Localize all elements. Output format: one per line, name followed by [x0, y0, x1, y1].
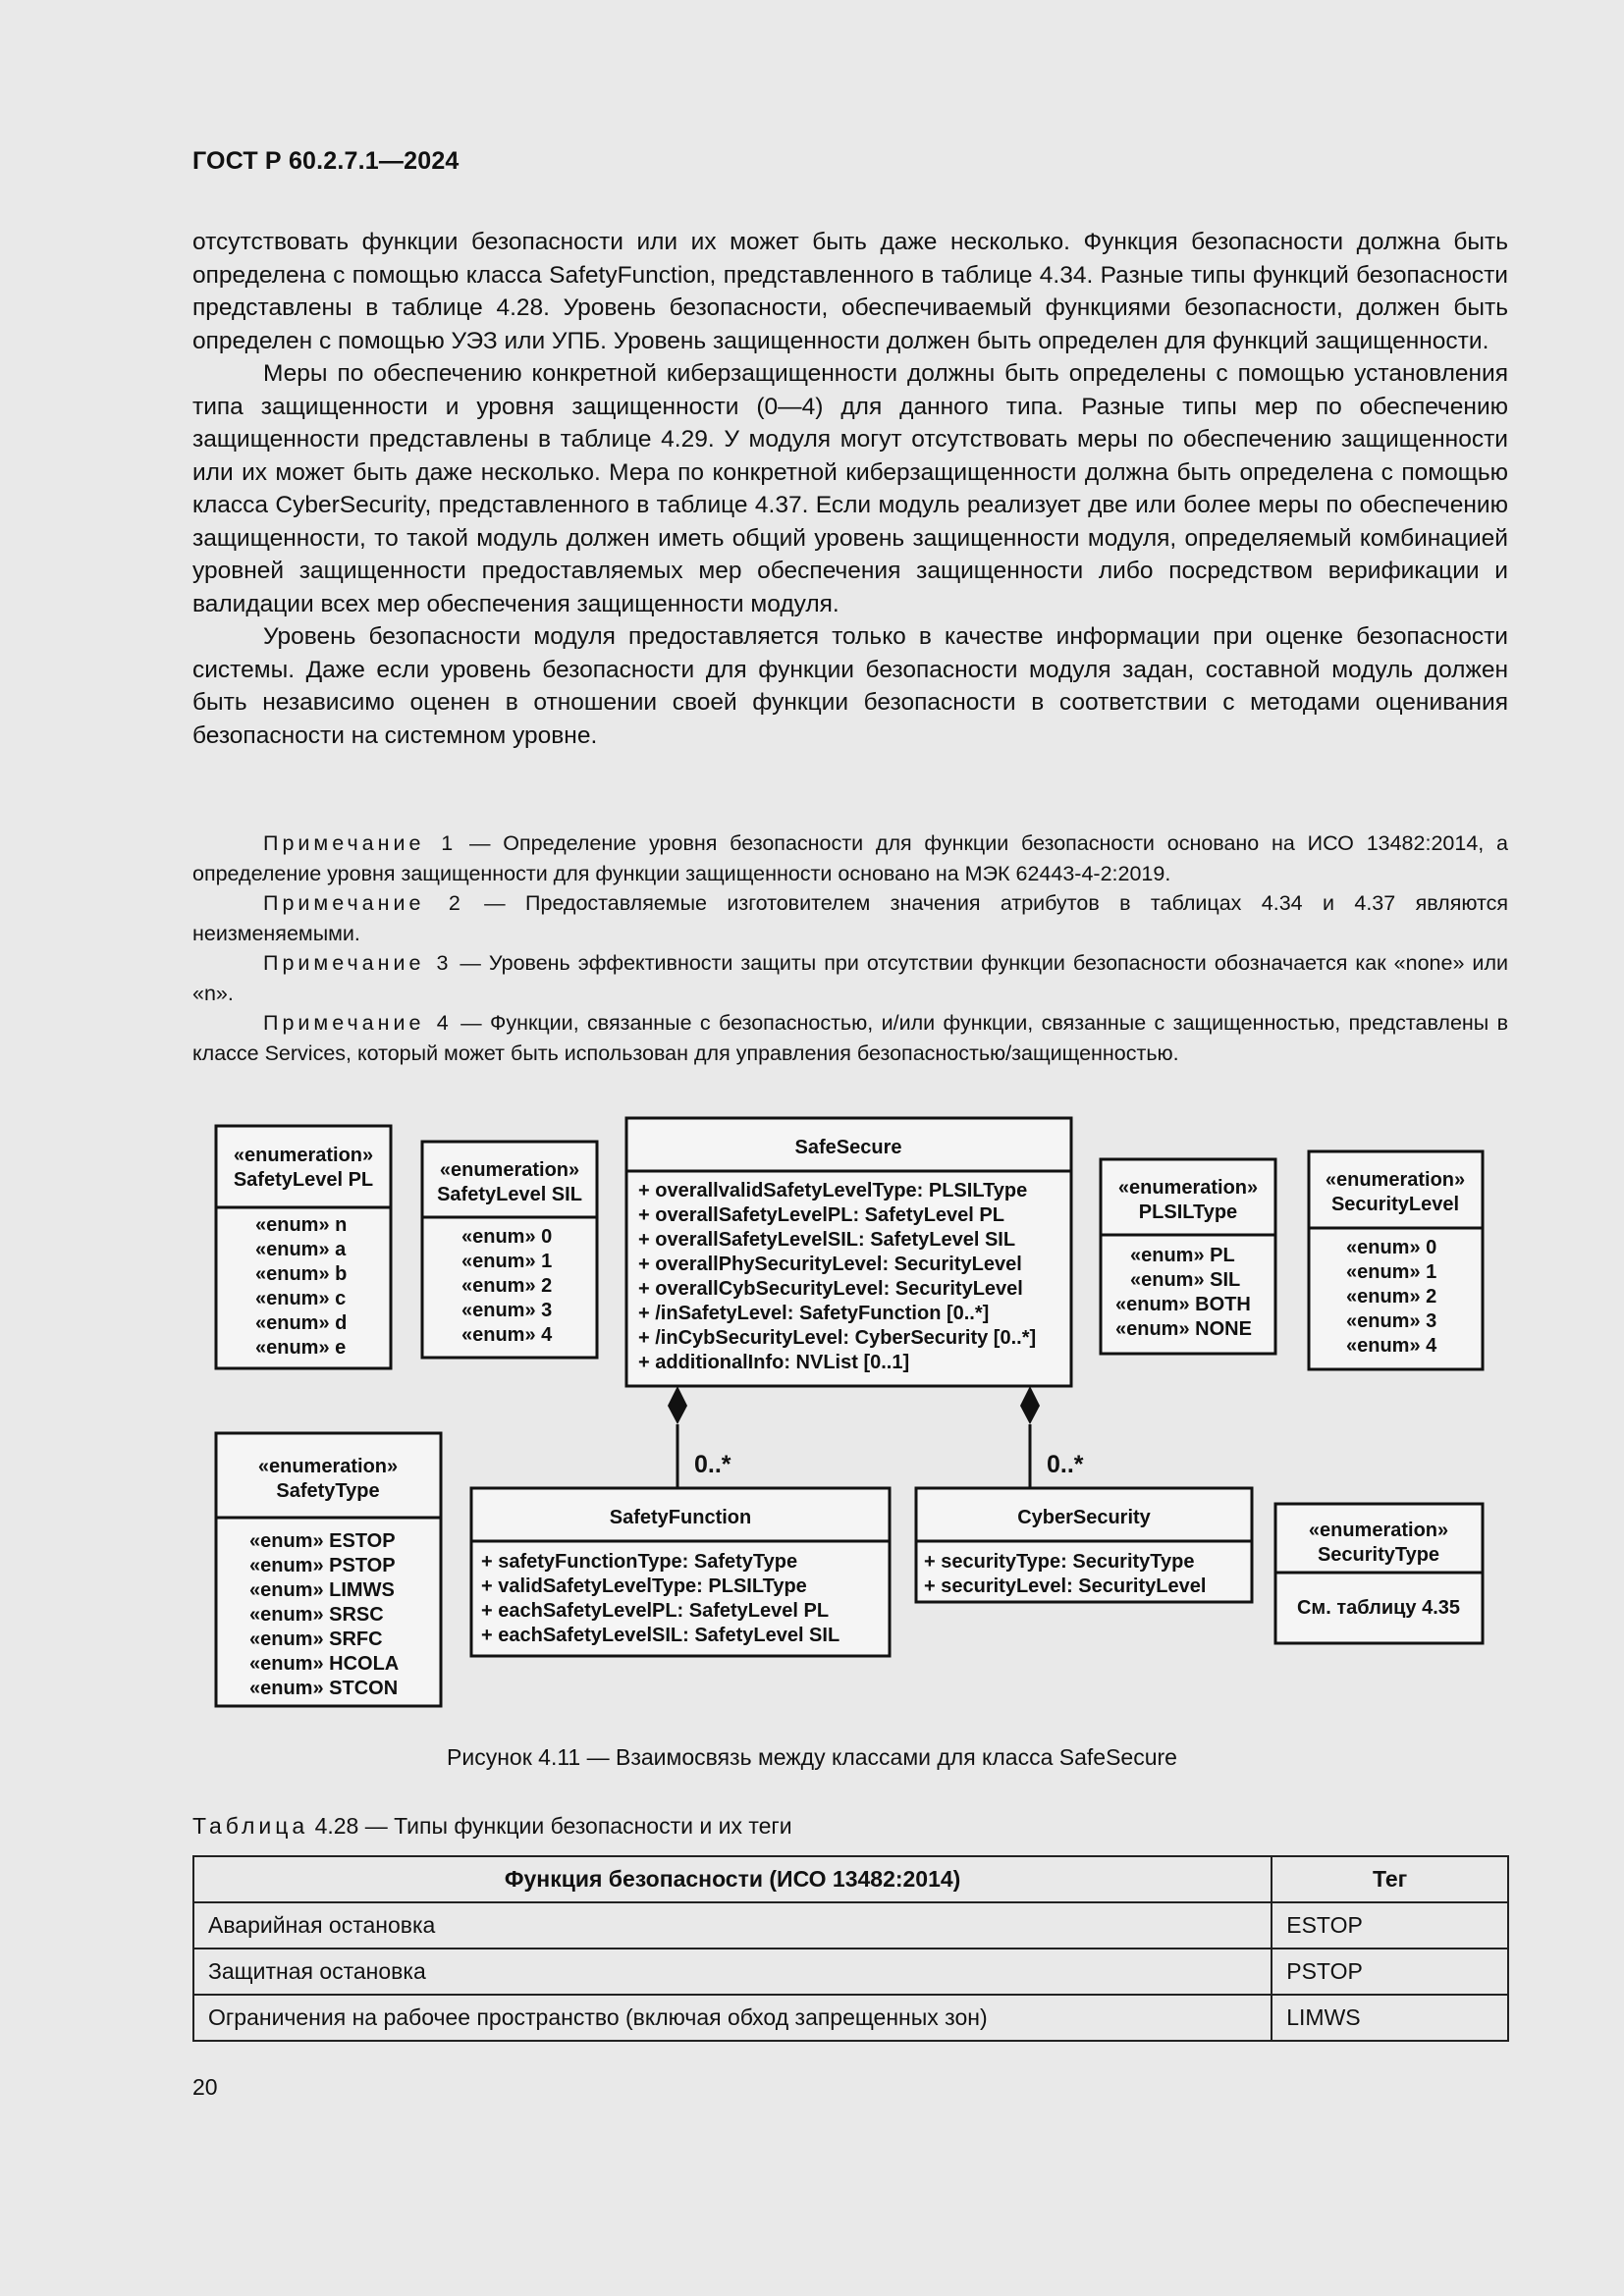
class-attribute: + safetyFunctionType: SafetyType — [481, 1551, 798, 1573]
enum-items — [1346, 1237, 1437, 1357]
class-attribute: + overallvalidSafetyLevelType: PLSILType — [638, 1180, 1028, 1201]
enum-item: «enum» 3 — [461, 1300, 553, 1321]
class-name: SecurityType — [1317, 1544, 1440, 1566]
class-stereotype: «enumeration» — [1308, 1520, 1449, 1541]
enum-item: «enum» c — [255, 1288, 347, 1309]
table-row — [193, 1949, 1508, 1995]
class-name: SafetyFunction — [609, 1507, 752, 1528]
note-label: Примечание 1 — [263, 831, 458, 855]
column-header: Функция безопасности (ИСО 13482:2014) — [193, 1856, 1272, 1902]
class-name: SafetyLevel PL — [233, 1169, 374, 1191]
class-attribute: + overallCybSecurityLevel: SecurityLevel — [638, 1278, 1023, 1300]
table-header-row — [193, 1856, 1508, 1902]
class-stereotype: «enumeration» — [439, 1159, 580, 1181]
class-name: SafetyLevel SIL — [437, 1184, 582, 1205]
enum-item: См. таблицу 4.35 — [1296, 1597, 1461, 1619]
class-stereotype: «enumeration» — [233, 1145, 374, 1166]
note-label: Примечание 4 — [263, 1011, 453, 1035]
standard-header: ГОСТ Р 60.2.7.1—2024 — [192, 147, 460, 175]
class-attribute: + overallSafetyLevelSIL: SafetyLevel SIL — [638, 1229, 1016, 1251]
composition-diamond — [668, 1386, 687, 1424]
class-attribute: + /inSafetyLevel: SafetyFunction [0..*] — [638, 1303, 990, 1324]
column-header: Тег — [1272, 1856, 1508, 1902]
enum-item: «enum» HCOLA — [249, 1653, 400, 1675]
enum-item: «enum» 4 — [1346, 1335, 1437, 1357]
enum-item: «enum» a — [255, 1239, 347, 1260]
enum-items — [249, 1530, 399, 1699]
enum-item: «enum» e — [255, 1337, 347, 1359]
page-number: 20 — [192, 2074, 218, 2100]
class-name: SafetyType — [276, 1480, 380, 1502]
paragraph: Меры по обеспечению конкретной киберзащищенности должны быть определены с помощью установления типа защищенности и уровня защищенности (0—4) для данного типа. Разные типы мер по обеспечению защищенности представлены в таблице 4.29. У модуля могут отсутствовать меры по обеспечению защищенности или их может быть даже несколько. Мера по конкретной киберзащищенности должна быть определена с помощью класса CyberSecurity, представленного в таблице 4.37. Если модуль реализует две или более меры по обеспечению защищенности, то такой модуль должен иметь общий уровень защищенности модуля, определяемый комбинацией уровней защищенности предоставляемых мер обеспечения защищенности либо посредством верификации и валидации всех мер обеспечения защищенности модуля. — [192, 360, 1508, 617]
enum-item: «enum» 1 — [1346, 1261, 1437, 1283]
enum-item: «enum» BOTH — [1115, 1294, 1251, 1315]
note-label: Примечание 2 — [263, 891, 464, 915]
multiplicity-label: 0..* — [1047, 1451, 1084, 1478]
table-row — [193, 1902, 1508, 1949]
table-title — [192, 1813, 792, 1840]
enum-item: «enum» n — [255, 1214, 348, 1236]
enum-item: «enum» PSTOP — [249, 1555, 396, 1576]
enum-item: «enum» 2 — [1346, 1286, 1437, 1308]
class-stereotype: «enumeration» — [1117, 1177, 1259, 1199]
class-attribute: + /inCybSecurityLevel: CyberSecurity [0..*] — [638, 1327, 1037, 1349]
enum-item: «enum» LIMWS — [249, 1579, 395, 1601]
enum-item: «enum» SRSC — [249, 1604, 384, 1626]
class-attribute: + eachSafetyLevelSIL: SafetyLevel SIL — [481, 1625, 840, 1646]
composition-diamond — [1020, 1386, 1040, 1424]
class-attribute: + validSafetyLevelType: PLSILType — [481, 1575, 807, 1597]
table-label: Таблица — [192, 1813, 309, 1839]
class-attribute: + securityType: SecurityType — [924, 1551, 1195, 1573]
table-cell: Защитная остановка — [193, 1949, 1272, 1995]
class-stereotype: «enumeration» — [257, 1456, 399, 1477]
table-cell: LIMWS — [1272, 1995, 1508, 2041]
note-text: — Предоставляемые изготовителем значения атрибутов в таблицах 4.34 и 4.37 являются неизменяемыми. — [192, 891, 1509, 945]
enum-item: «enum» d — [255, 1312, 348, 1334]
enum-item: «enum» SRFC — [249, 1629, 383, 1650]
class-attribute: + securityLevel: SecurityLevel — [924, 1575, 1207, 1597]
class-attribute: + overallSafetyLevelPL: SafetyLevel PL — [638, 1204, 1004, 1226]
class-attribute: + overallPhySecurityLevel: SecurityLevel — [638, 1254, 1022, 1275]
enum-item: «enum» STCON — [249, 1678, 399, 1699]
table-cell: Аварийная остановка — [193, 1902, 1272, 1949]
class-name: SafeSecure — [794, 1137, 902, 1158]
note-text: — Функции, связанные с безопасностью, и/или функции, связанные с защищенностью, представлены в классе Services, который может быть использован для управления безопасностью/защищенностью. — [192, 1011, 1509, 1065]
note-label: Примечание 3 — [263, 951, 453, 975]
figure-caption: Рисунок 4.11 — Взаимосвязь между классами для класса SafeSecure — [447, 1744, 1177, 1770]
enum-item: «enum» 1 — [461, 1251, 553, 1272]
note-text: — Уровень эффективности защиты при отсутствии функции безопасности обозначается как «none» или «n». — [192, 951, 1508, 1005]
table-cell: Ограничения на рабочее пространство (включая обход запрещенных зон) — [193, 1995, 1272, 2041]
class-stereotype: «enumeration» — [1325, 1169, 1466, 1191]
safety-function-table — [192, 1855, 1509, 2042]
enum-item: «enum» PL — [1130, 1245, 1235, 1266]
table-cell: PSTOP — [1272, 1949, 1508, 1995]
class-name: SecurityLevel — [1330, 1194, 1460, 1215]
table-title-text: 4.28 — Типы функции безопасности и их теги — [308, 1813, 792, 1839]
paragraph: Уровень безопасности модуля предоставляется только в качестве информации при оценке безопасности системы. Даже если уровень безопасности для функции безопасности модуля задан, составной модуль должен быть независимо оценен в отношении своей функции безопасности в соответствии с методами оценивания безопасности на системном уровне. — [192, 623, 1508, 749]
enum-items — [461, 1226, 553, 1346]
enum-item: «enum» NONE — [1115, 1318, 1252, 1340]
enum-item: «enum» ESTOP — [249, 1530, 396, 1552]
enum-item: «enum» 2 — [461, 1275, 553, 1297]
enum-item: «enum» SIL — [1130, 1269, 1241, 1291]
multiplicity-label: 0..* — [694, 1451, 731, 1478]
enum-item: «enum» 3 — [1346, 1310, 1437, 1332]
table-row — [193, 1995, 1508, 2041]
class-attribute: + additionalInfo: NVList [0..1] — [638, 1352, 910, 1373]
class-name: PLSILType — [1138, 1201, 1238, 1223]
class-name: CyberSecurity — [1017, 1507, 1151, 1528]
enum-item: «enum» b — [255, 1263, 348, 1285]
paragraph: отсутствовать функции безопасности или их может быть даже несколько. Функция безопасности должна быть определена с помощью класса SafetyFunction, представленного в таблице 4.34. Разные типы функций безопасности представлены в таблице 4.28. Уровень безопасности, обеспечиваемый функциями безопасности, должен быть определен с помощью УЭЗ или УПБ. Уровень защищенности должен быть определен для функций защищенности. — [192, 229, 1508, 354]
note-text: — Определение уровня безопасности для функции безопасности основано на ИСО 13482:2014, а определение уровня защищенности для функции защищенности основано на МЭК 62443-4-2:2019. — [192, 831, 1509, 885]
class-attribute: + eachSafetyLevelPL: SafetyLevel PL — [481, 1600, 830, 1622]
enum-item: «enum» 4 — [461, 1324, 553, 1346]
table-cell: ESTOP — [1272, 1902, 1508, 1949]
enum-item: «enum» 0 — [1346, 1237, 1437, 1258]
enum-item: «enum» 0 — [461, 1226, 553, 1248]
